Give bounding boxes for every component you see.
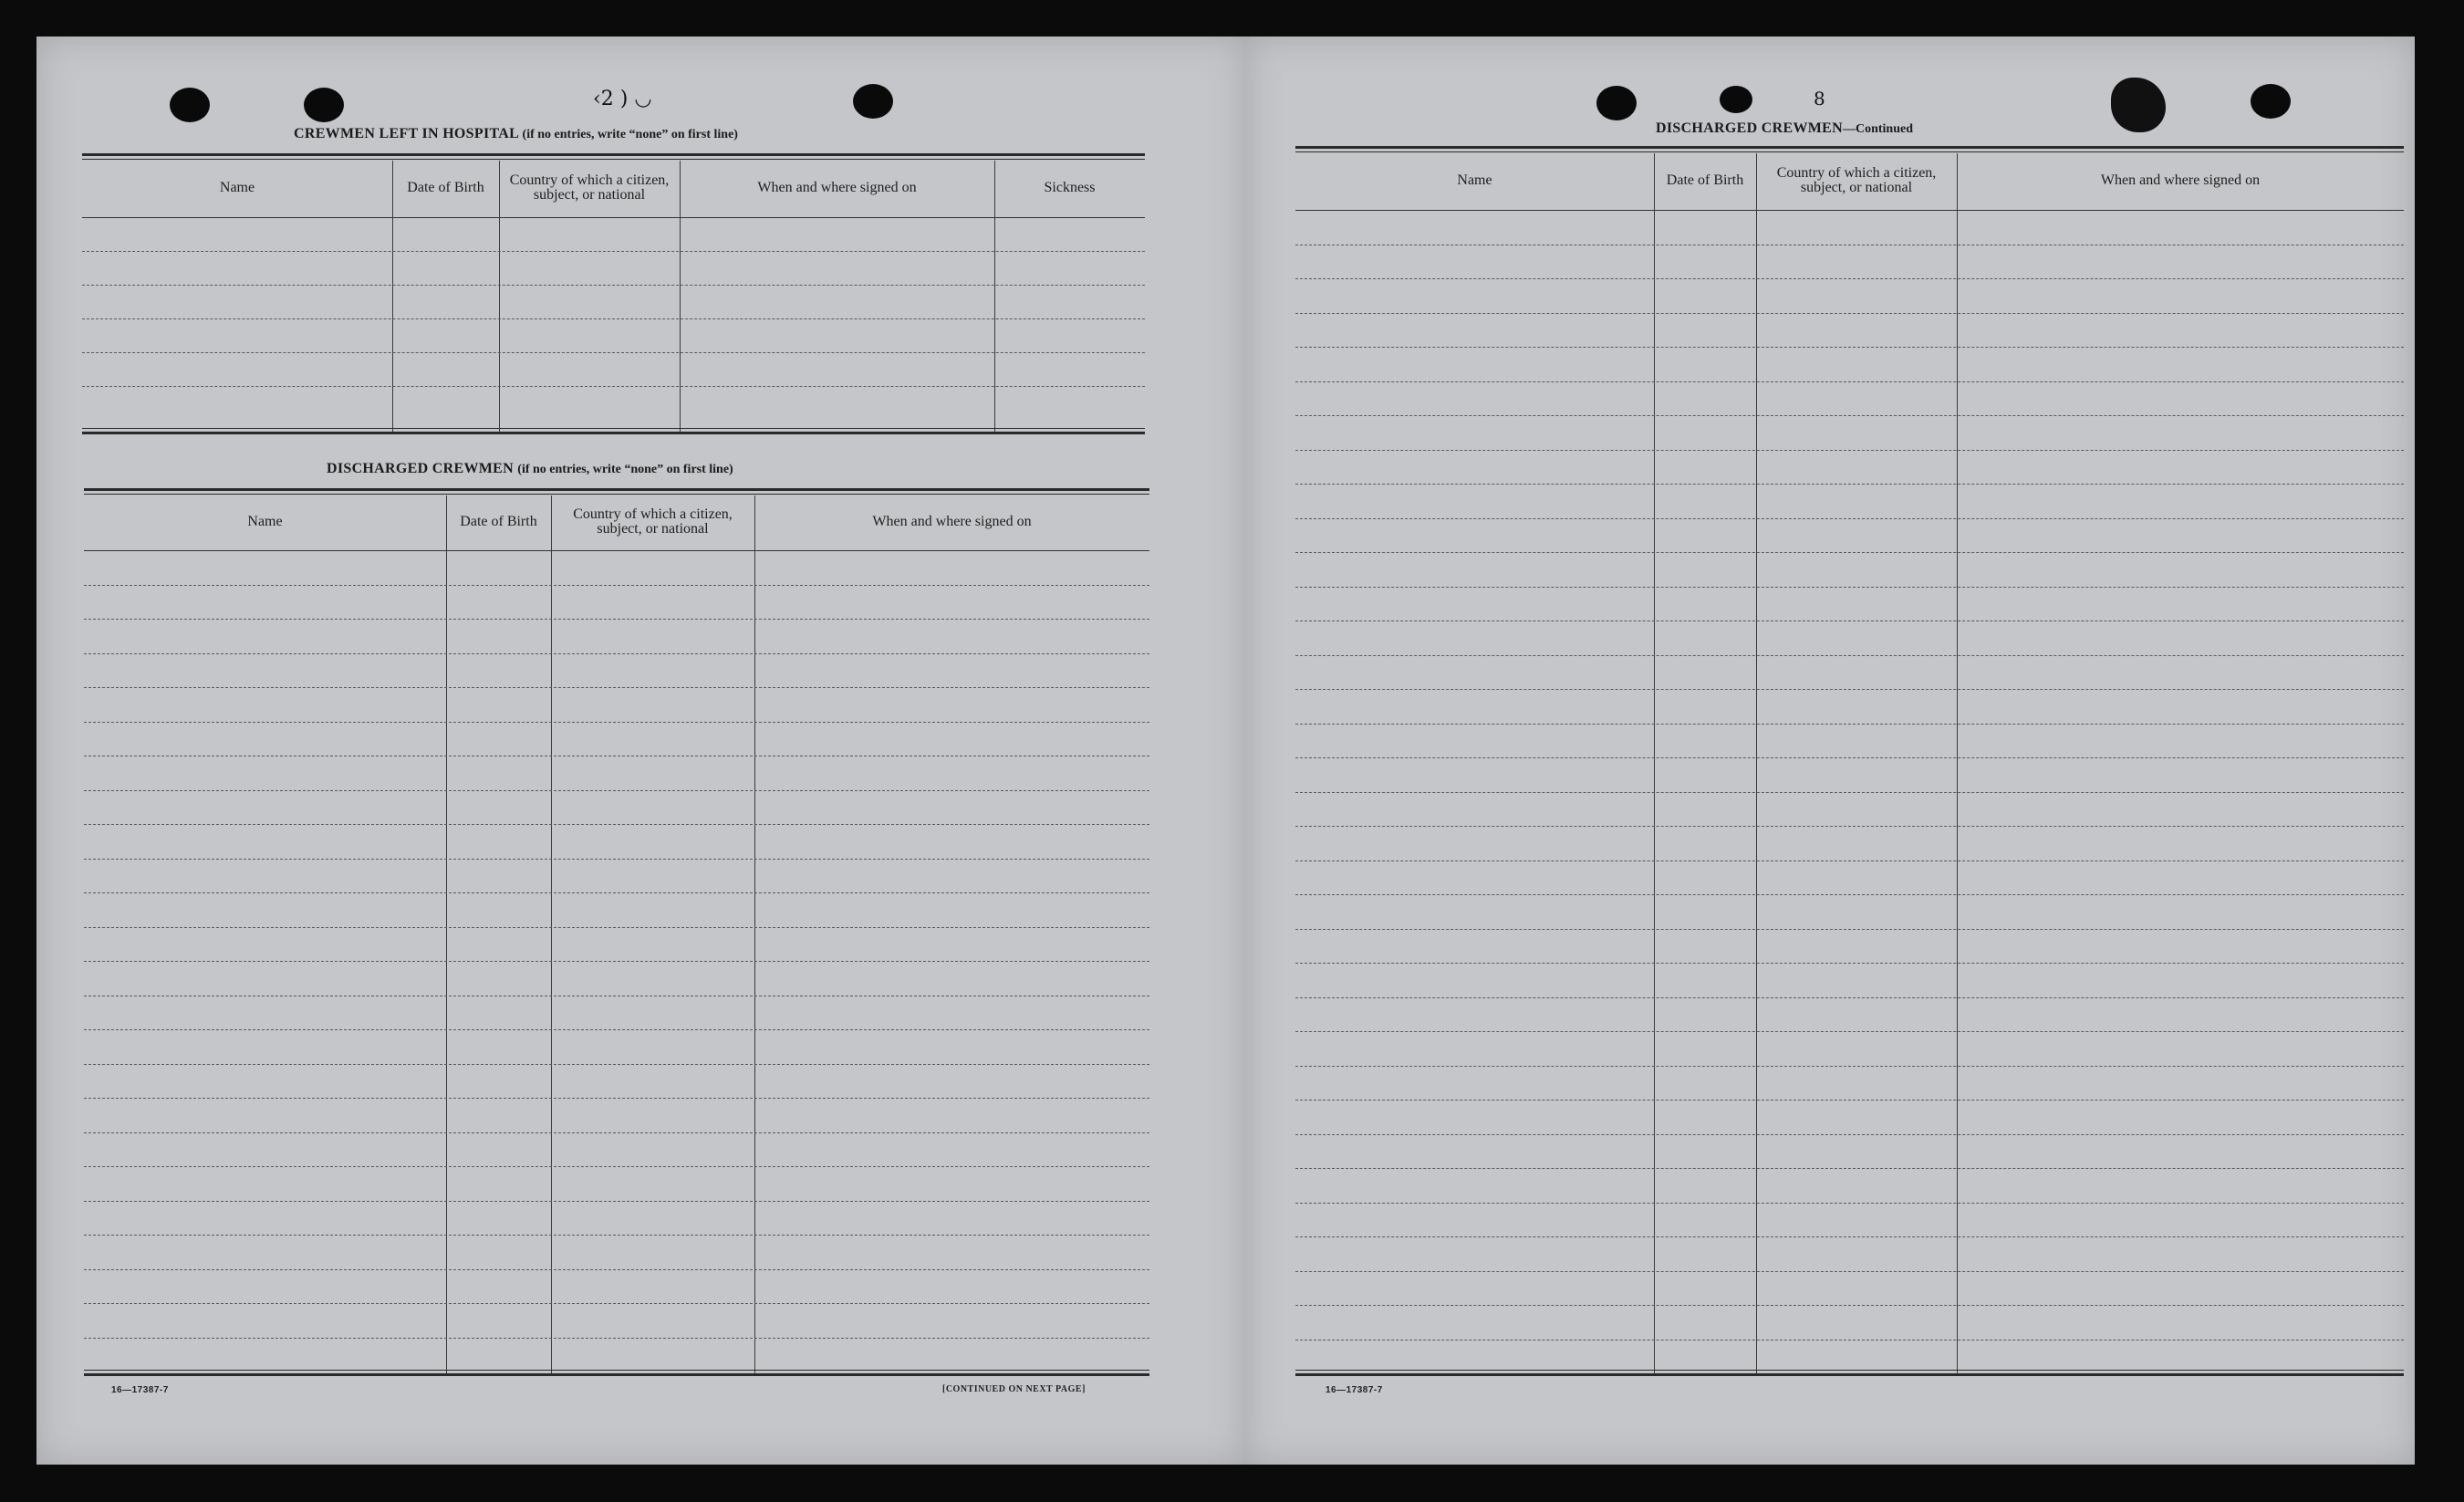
entry-row-line (1295, 792, 2404, 793)
column-header: Country of which a citizen, subject, or national (509, 172, 670, 203)
column-header: When and where signed on (872, 514, 1032, 529)
column-divider (551, 495, 552, 1373)
discharged-continued-title (1656, 120, 1913, 137)
header-bottom-line (84, 550, 1149, 551)
continued-note: [CONTINUED ON NEXT PAGE] (942, 1384, 1086, 1394)
entry-row-line (1295, 587, 2404, 588)
entry-row-line (82, 318, 1145, 319)
column-header: When and where signed on (757, 180, 917, 195)
entry-row-line (84, 927, 1149, 928)
entry-row-line (1295, 894, 2404, 895)
entry-row-line (84, 1235, 1149, 1236)
form-number: 16—17387-7 (1326, 1385, 1383, 1395)
entry-row-line (1295, 1134, 2404, 1135)
entry-row-line (84, 1338, 1149, 1339)
ink-blot (2111, 78, 2166, 132)
column-divider (680, 161, 681, 432)
hospital-title-note: (if no entries, write “none” on first line) (522, 128, 738, 141)
entry-row-line (1295, 997, 2404, 998)
entry-row-line (84, 1269, 1149, 1270)
table-top-rule (84, 488, 1149, 491)
entry-row-line (1295, 415, 2404, 416)
entry-row-line (1295, 347, 2404, 348)
column-header: Date of Birth (460, 514, 537, 529)
column-divider (1957, 153, 1958, 1373)
entry-row-line (84, 1064, 1149, 1065)
entry-row-line (84, 1201, 1149, 1202)
header-bottom-line (1295, 210, 2404, 211)
column-header: Date of Birth (1666, 172, 1744, 188)
table-top-rule-thin (84, 494, 1149, 495)
column-divider (1756, 153, 1757, 1373)
table-top-rule-thin (1295, 151, 2404, 152)
entry-row-line (84, 790, 1149, 791)
entry-row-line (82, 251, 1145, 252)
discharged-table (84, 488, 1149, 1373)
entry-row-line (1295, 1066, 2404, 1067)
column-header: Name (1457, 172, 1492, 188)
entry-row-line (1295, 655, 2404, 656)
entry-row-line (1295, 484, 2404, 485)
entry-row-line (84, 961, 1149, 962)
column-header: Date of Birth (407, 180, 484, 195)
form-number: 16—17387-7 (111, 1385, 169, 1395)
entry-row-line (84, 687, 1149, 688)
table-bottom-rule (82, 432, 1145, 434)
entry-row-line (1295, 1305, 2404, 1306)
discharged-continued-table (1295, 146, 2404, 1373)
entry-row-line (1295, 552, 2404, 553)
column-header: Country of which a citizen, subject, or national (1776, 165, 1937, 195)
column-divider (446, 495, 447, 1373)
entry-row-line (1295, 1271, 2404, 1272)
entry-row-line (1295, 689, 2404, 690)
column-divider (499, 161, 500, 432)
table-top-rule (1295, 146, 2404, 149)
entry-row-line (84, 1132, 1149, 1133)
column-header: When and where signed on (2100, 172, 2261, 188)
entry-row-line (1295, 518, 2404, 519)
column-divider (392, 161, 393, 432)
table-bottom-rule-thin (82, 428, 1145, 429)
entry-row-line (1295, 1236, 2404, 1237)
punch-hole (2251, 84, 2291, 119)
column-divider (754, 495, 755, 1373)
column-header: Name (219, 180, 255, 195)
punch-hole (853, 84, 893, 119)
entry-row-line (84, 722, 1149, 723)
discharged-title-note: (if no entries, write “none” on first line) (517, 463, 733, 476)
handwritten-page-mark: 8 (1814, 88, 1825, 110)
column-divider (1654, 153, 1655, 1373)
entry-row-line (1295, 963, 2404, 964)
column-header: Sickness (1044, 180, 1096, 195)
punch-hole (1720, 86, 1752, 113)
header-bottom-line (82, 217, 1145, 218)
table-top-rule-thin (82, 159, 1145, 160)
entry-row-line (82, 285, 1145, 286)
entry-row-line (1295, 1031, 2404, 1032)
entry-row-line (1295, 826, 2404, 827)
column-divider (994, 161, 995, 432)
punch-hole (170, 88, 210, 122)
entry-row-line (84, 1303, 1149, 1304)
entry-row-line (84, 619, 1149, 620)
entry-row-line (1295, 313, 2404, 314)
hospital-title-text: CREWMEN LEFT IN HOSPITAL (294, 126, 519, 141)
table-bottom-rule-thin (84, 1370, 1149, 1371)
entry-row-line (1295, 450, 2404, 451)
discharged-continued-suffix: —Continued (1842, 122, 1914, 136)
entry-row-line (84, 653, 1149, 654)
table-bottom-rule (84, 1373, 1149, 1376)
punch-hole (304, 88, 344, 122)
entry-row-line (1295, 724, 2404, 725)
discharged-title-text: DISCHARGED CREWMEN (327, 461, 514, 476)
entry-row-line (1295, 1168, 2404, 1169)
punch-hole (1596, 86, 1637, 120)
entry-row-line (1295, 381, 2404, 382)
entry-row-line (84, 585, 1149, 586)
column-header: Country of which a citizen, subject, or national (573, 506, 733, 537)
entry-row-line (1295, 757, 2404, 758)
entry-row-line (1295, 278, 2404, 279)
discharged-continued-title-text: DISCHARGED CREWMEN (1656, 120, 1843, 136)
entry-row-line (84, 1029, 1149, 1030)
hospital-table (82, 153, 1145, 432)
entry-row-line (84, 892, 1149, 893)
entry-row-line (84, 859, 1149, 860)
entry-row-line (82, 386, 1145, 387)
table-bottom-rule (1295, 1373, 2404, 1376)
handwritten-page-mark: ‹2 ) ◡ (593, 88, 652, 110)
entry-row-line (84, 824, 1149, 825)
entry-row-line (84, 1098, 1149, 1099)
left-page (36, 37, 1245, 1465)
discharged-section-title (327, 461, 733, 477)
table-bottom-rule-thin (1295, 1370, 2404, 1371)
entry-row-line (82, 352, 1145, 353)
entry-row-line (1295, 929, 2404, 930)
table-top-rule (82, 153, 1145, 156)
right-page (1245, 37, 2415, 1465)
column-header: Name (247, 514, 283, 529)
entry-row-line (84, 1166, 1149, 1167)
entry-row-line (1295, 1203, 2404, 1204)
hospital-section-title (294, 126, 738, 142)
